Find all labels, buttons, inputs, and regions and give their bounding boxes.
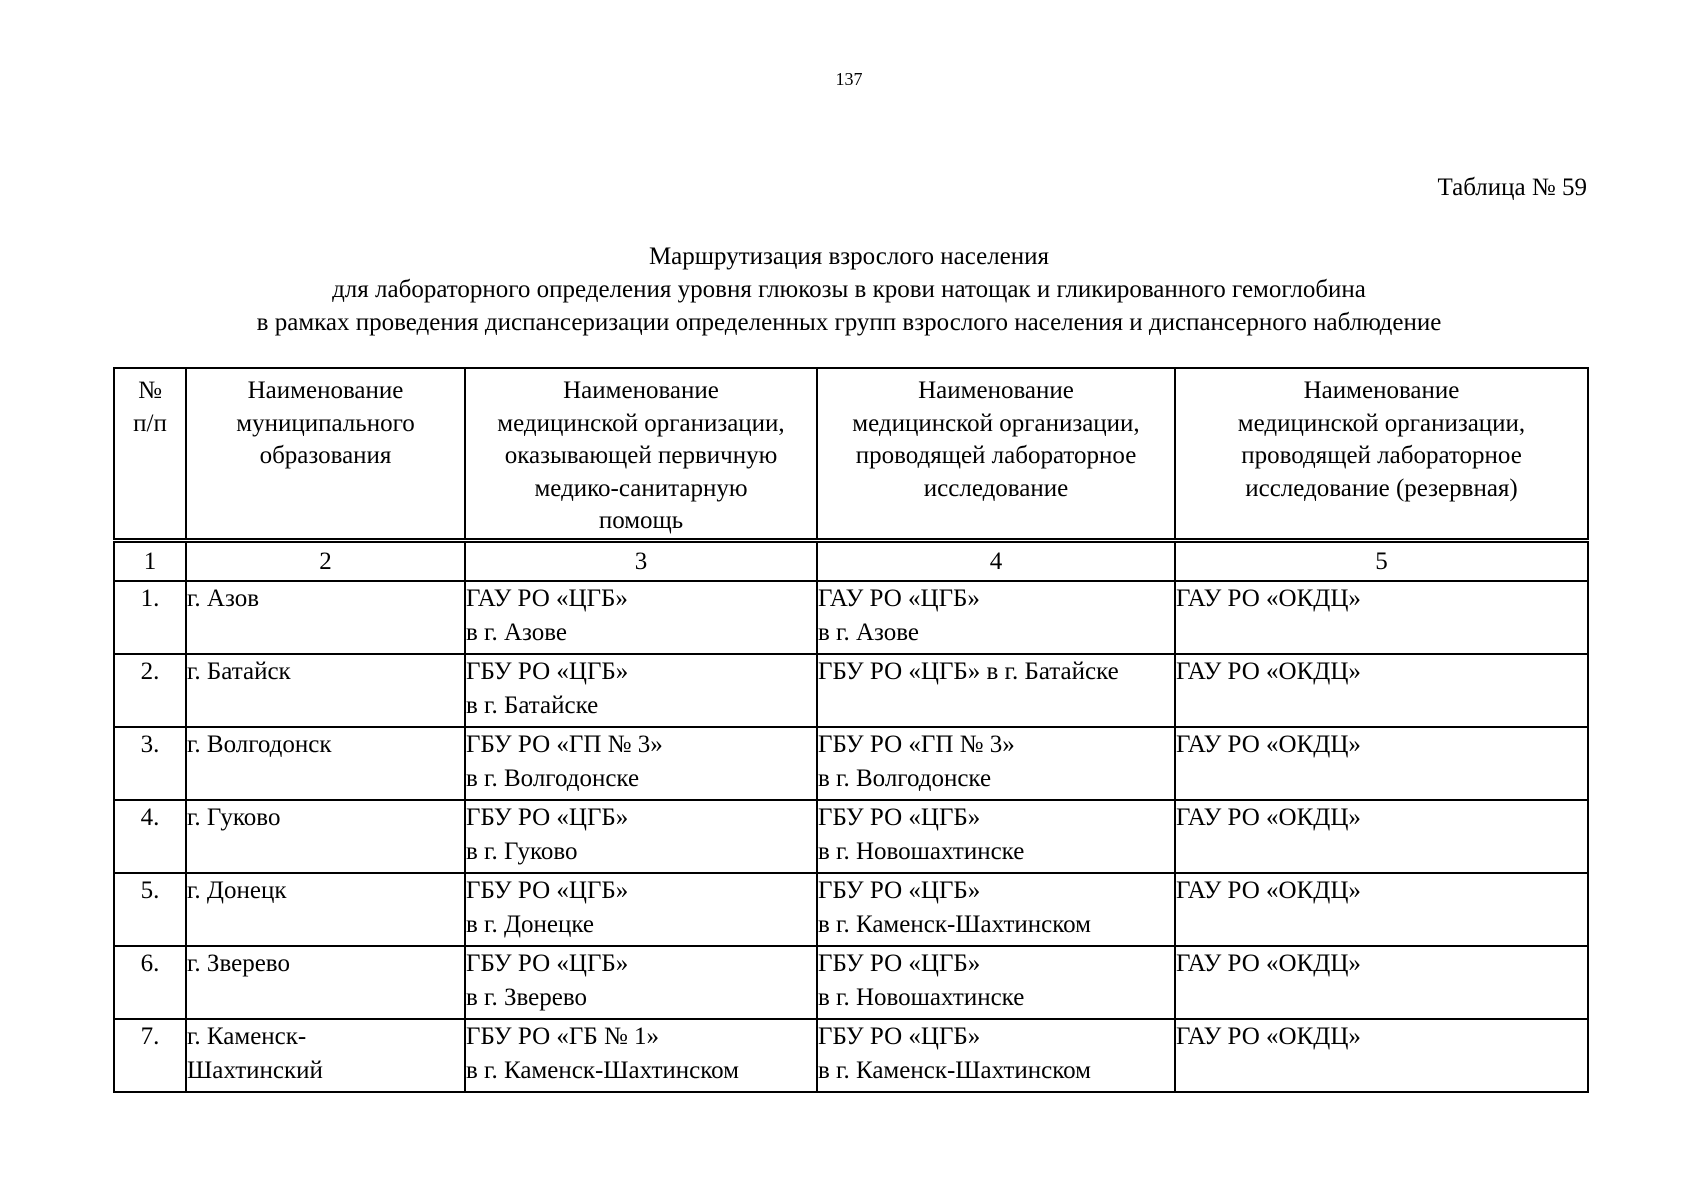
- row-number-cell: 1.: [114, 581, 186, 654]
- header-number: [114, 368, 186, 540]
- title-line-2: для лабораторного определения уровня глюкозы в крови натощак и гликированного гемоглобина: [332, 276, 1366, 303]
- municipality-cell-line: г. Батайск: [187, 657, 291, 685]
- reserve-lab-org-cell: [1175, 800, 1588, 873]
- lab-org-cell-line: в г. Волгодонске: [818, 764, 992, 792]
- municipality-cell: [186, 727, 465, 800]
- header-primary-care-org-line: медико-санитарную: [534, 474, 748, 502]
- header-reserve-lab-org-line: проводящей лабораторное: [1241, 442, 1522, 469]
- municipality-cell-line: г. Азов: [187, 584, 260, 612]
- lab-org-cell-line: в г. Каменск-Шахтинском: [818, 910, 1091, 938]
- primary-care-org-cell-line: в г. Каменск-Шахтинском: [466, 1056, 739, 1084]
- header-reserve-lab-org: [1175, 368, 1588, 540]
- column-number-row: [114, 540, 1588, 581]
- header-primary-care-org-line: помощь: [598, 507, 684, 534]
- header-lab-org-line: медицинской организации,: [852, 409, 1140, 437]
- primary-care-org-cell: [465, 946, 817, 1019]
- primary-care-org-cell: [465, 727, 817, 800]
- primary-care-org-cell-line: ГБУ РО «ЦГБ»: [466, 657, 629, 685]
- municipality-cell-line: г. Гуково: [187, 803, 281, 831]
- municipality-cell: [186, 654, 465, 727]
- header-number-line: №: [138, 377, 162, 404]
- lab-org-cell: [817, 800, 1175, 873]
- table-row: [114, 1019, 1588, 1092]
- municipality-cell: [186, 946, 465, 1019]
- reserve-lab-org-cell-line: ГАУ РО «ОКДЦ»: [1176, 803, 1361, 831]
- row-number-cell: 3.: [114, 727, 186, 800]
- header-lab-org-line: Наименование: [918, 377, 1074, 404]
- reserve-lab-org-cell: [1175, 946, 1588, 1019]
- header-municipality: [186, 368, 465, 540]
- header-reserve-lab-org-line: исследование (резервная): [1245, 474, 1518, 502]
- lab-org-cell-line: в г. Каменск-Шахтинском: [818, 1056, 1091, 1084]
- reserve-lab-org-cell: [1175, 727, 1588, 800]
- routing-table: [113, 367, 1589, 1093]
- lab-org-cell-line: ГБУ РО «ЦГБ»: [818, 876, 981, 904]
- primary-care-org-cell-line: ГБУ РО «ЦГБ»: [466, 876, 629, 904]
- header-lab-org-line: исследование: [923, 474, 1069, 502]
- table-row: [114, 581, 1588, 654]
- municipality-cell-line: г. Волгодонск: [187, 730, 332, 758]
- lab-org-cell-line: ГБУ РО «ЦГБ»: [818, 803, 981, 831]
- lab-org-cell-line: ГБУ РО «ЦГБ»: [818, 949, 981, 977]
- municipality-cell: [186, 800, 465, 873]
- table-label: Таблица № 59: [1437, 174, 1587, 201]
- header-number-line: п/п: [133, 409, 167, 437]
- reserve-lab-org-cell-line: ГАУ РО «ОКДЦ»: [1176, 1022, 1361, 1050]
- header-primary-care-org: [465, 368, 817, 540]
- reserve-lab-org-cell: [1175, 581, 1588, 654]
- primary-care-org-cell: [465, 1019, 817, 1092]
- lab-org-cell: [817, 1019, 1175, 1092]
- reserve-lab-org-cell-line: ГАУ РО «ОКДЦ»: [1176, 730, 1361, 758]
- municipality-cell: [186, 1019, 465, 1092]
- header-reserve-lab-org-line: медицинской организации,: [1237, 409, 1526, 437]
- reserve-lab-org-cell-line: ГАУ РО «ОКДЦ»: [1176, 949, 1361, 977]
- row-number-cell: 5.: [114, 873, 186, 946]
- reserve-lab-org-cell-line: ГАУ РО «ОКДЦ»: [1176, 657, 1361, 685]
- lab-org-cell-line: ГБУ РО «ГП № 3»: [818, 730, 1015, 758]
- table-row: [114, 946, 1588, 1019]
- municipality-cell: [186, 873, 465, 946]
- municipality-cell: [186, 581, 465, 654]
- table-title: [0, 240, 1698, 339]
- lab-org-cell: [817, 727, 1175, 800]
- lab-org-cell-line: в г. Новошахтинске: [818, 983, 1025, 1011]
- lab-org-cell-line: ГБУ РО «ЦГБ»: [818, 1022, 981, 1050]
- lab-org-cell: [817, 654, 1175, 727]
- municipality-cell-line: г. Зверево: [187, 949, 290, 977]
- title-line-1: Маршрутизация взрослого населения: [648, 243, 1050, 270]
- header-primary-care-org-line: Наименование: [563, 377, 719, 404]
- header-municipality-line: муниципального: [236, 409, 415, 437]
- reserve-lab-org-cell-line: ГАУ РО «ОКДЦ»: [1176, 876, 1361, 904]
- row-number-cell: 4.: [114, 800, 186, 873]
- lab-org-cell: [817, 581, 1175, 654]
- primary-care-org-cell-line: в г. Волгодонске: [466, 764, 640, 792]
- reserve-lab-org-cell: [1175, 1019, 1588, 1092]
- column-number: 1: [114, 540, 186, 581]
- column-number: 2: [186, 540, 465, 581]
- primary-care-org-cell-line: в г. Донецке: [466, 910, 595, 938]
- lab-org-cell-line: в г. Азове: [818, 618, 920, 646]
- lab-org-cell-line: ГАУ РО «ЦГБ»: [818, 584, 980, 612]
- row-number-cell: 6.: [114, 946, 186, 1019]
- header-reserve-lab-org-line: Наименование: [1303, 377, 1460, 404]
- primary-care-org-cell-line: ГБУ РО «ГП № 3»: [466, 730, 663, 758]
- primary-care-org-cell-line: ГАУ РО «ЦГБ»: [466, 584, 628, 612]
- lab-org-cell: [817, 873, 1175, 946]
- reserve-lab-org-cell-line: ГАУ РО «ОКДЦ»: [1176, 584, 1361, 612]
- primary-care-org-cell: [465, 800, 817, 873]
- primary-care-org-cell: [465, 654, 817, 727]
- primary-care-org-cell-line: ГБУ РО «ГБ № 1»: [466, 1022, 660, 1050]
- column-number: 5: [1175, 540, 1588, 581]
- header-row: [114, 368, 1588, 540]
- primary-care-org-cell-line: в г. Гуково: [466, 837, 578, 865]
- table-row: [114, 873, 1588, 946]
- primary-care-org-cell-line: ГБУ РО «ЦГБ»: [466, 803, 629, 831]
- header-primary-care-org-line: медицинской организации,: [497, 409, 785, 437]
- municipality-cell-line: г. Донецк: [187, 876, 287, 904]
- page-number: 137: [835, 69, 863, 89]
- primary-care-org-cell-line: в г. Зверево: [466, 983, 587, 1011]
- primary-care-org-cell: [465, 581, 817, 654]
- municipality-cell-line: Шахтинский: [187, 1056, 323, 1084]
- lab-org-cell-line: в г. Новошахтинске: [818, 837, 1025, 865]
- title-line-3: в рамках проведения диспансеризации определенных групп взрослого населения и диспансерного наблюдение: [256, 309, 1442, 336]
- column-number: 3: [465, 540, 817, 581]
- lab-org-cell: [817, 946, 1175, 1019]
- table-row: [114, 800, 1588, 873]
- header-lab-org-line: проводящей лабораторное: [855, 442, 1137, 469]
- header-municipality-line: образования: [259, 442, 392, 469]
- table-row: [114, 654, 1588, 727]
- column-number: 4: [817, 540, 1175, 581]
- primary-care-org-cell: [465, 873, 817, 946]
- reserve-lab-org-cell: [1175, 873, 1588, 946]
- header-lab-org: [817, 368, 1175, 540]
- header-primary-care-org-line: оказывающей первичную: [504, 442, 778, 469]
- primary-care-org-cell-line: в г. Азове: [466, 618, 568, 646]
- row-number-cell: 2.: [114, 654, 186, 727]
- row-number-cell: 7.: [114, 1019, 186, 1092]
- municipality-cell-line: г. Каменск-: [187, 1022, 307, 1050]
- primary-care-org-cell-line: в г. Батайске: [466, 691, 599, 719]
- header-municipality-line: Наименование: [247, 377, 404, 404]
- reserve-lab-org-cell: [1175, 654, 1588, 727]
- primary-care-org-cell-line: ГБУ РО «ЦГБ»: [466, 949, 629, 977]
- table-row: [114, 727, 1588, 800]
- lab-org-cell-line: ГБУ РО «ЦГБ» в г. Батайске: [818, 657, 1119, 685]
